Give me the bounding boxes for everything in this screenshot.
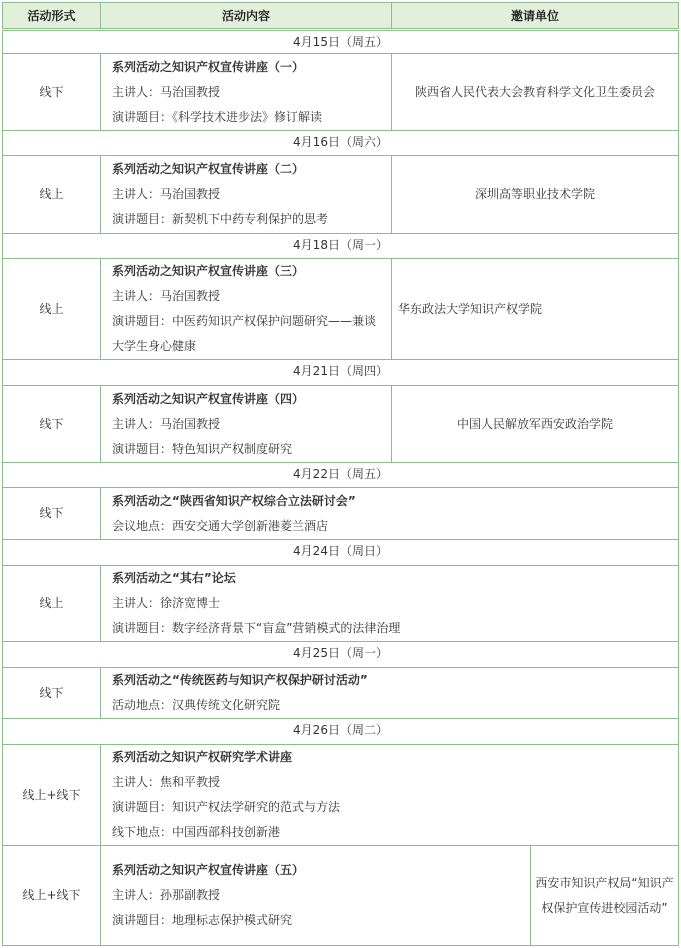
activity-speaker: 主讲人：孙那副教授 [112,888,221,902]
activity-topic: 演讲题目：中医药知识产权保护问题研究——兼谈大学生身心健康 [112,314,377,353]
activity-speaker: 主讲人：马治国教授 [112,289,221,303]
activity-content [100,53,392,131]
activity-speaker: 主讲人：马治国教授 [112,416,221,431]
activity-form: 线下 [2,487,101,540]
activity-content [100,565,679,642]
date-row: 4月15日（周五） [2,30,679,54]
date-row: 4月18日（周一） [2,233,679,259]
activity-org: 陕西省人民代表大会教育科学文化卫生委员会 [391,53,679,131]
activity-form: 线上 [2,155,101,234]
header-content: 活动内容 [100,2,392,29]
activity-title: 系列活动之知识产权宣传讲座（四） [112,391,305,406]
header-form: 活动形式 [2,2,101,29]
date-row: 4月24日（周日） [2,539,679,566]
activity-form: 线下 [2,53,101,131]
activity-speaker: 主讲人：马治国教授 [112,84,221,99]
activity-form: 线上 [2,565,101,642]
activity-form: 线下 [2,385,101,463]
activity-content [100,385,392,463]
activity-form: 线上+线下 [2,744,101,846]
activity-content [100,667,679,719]
date-row: 4月16日（周六） [2,130,679,156]
activity-content [100,258,392,360]
activity-content [100,744,679,846]
activity-title: 系列活动之“陕西省知识产权综合立法研讨会” [112,493,356,508]
activity-speaker: 主讲人：焦和平教授 [112,775,221,789]
activity-topic: 演讲题目：新契机下中药专利保护的思考 [112,212,329,226]
activity-title: 系列活动之知识产权宣传讲座（五） [112,863,305,877]
activity-org: 中国人民解放军西安政治学院 [391,385,679,463]
activity-topic: 演讲题目：《科学技术进步法》修订解读 [112,109,323,124]
activity-topic: 演讲题目：数字经济背景下“盲盒”营销模式的法律治理 [112,621,401,635]
activity-title: 系列活动之知识产权宣传讲座（一） [112,59,305,74]
activity-topic: 演讲题目：知识产权法学研究的范式与方法 [112,800,341,814]
activity-location: 线下地点：中国西部科技创新港 [112,825,281,839]
activity-form: 线下 [2,667,101,719]
activity-location: 会议地点：西安交通大学创新港菱兰酒店 [112,518,329,533]
activity-title: 系列活动之知识产权宣传讲座（二） [112,162,305,176]
date-row: 4月26日（周二） [2,718,679,745]
date-row: 4月22日（周五） [2,462,679,488]
activity-title: 系列活动之知识产权宣传讲座（三） [112,264,305,278]
activity-form: 线上 [2,258,101,360]
activity-content [100,487,679,540]
date-row: 4月21日（周四） [2,359,679,386]
activity-title: 系列活动之“传统医药与知识产权保护研讨活动” [112,673,368,687]
activity-content [100,155,392,234]
activity-content [100,845,531,946]
activity-speaker: 主讲人：徐济宽博士 [112,596,221,610]
activity-title: 系列活动之知识产权研究学术讲座 [112,750,293,764]
date-row: 4月25日（周一） [2,641,679,668]
activity-org: 深圳高等职业技术学院 [391,155,679,234]
activity-topic: 演讲题目：地理标志保护模式研究 [112,913,293,927]
activity-org: 西安市知识产权局“知识产权保护宣传进校园活动” [530,845,679,946]
activity-location: 活动地点：汉典传统文化研究院 [112,698,281,712]
activity-title: 系列活动之“其右”论坛 [112,571,236,585]
activity-org: 华东政法大学知识产权学院 [391,258,679,360]
activity-topic: 演讲题目：特色知识产权制度研究 [112,441,293,456]
header-org: 邀请单位 [391,2,679,29]
activity-form: 线上+线下 [2,845,101,946]
activity-speaker: 主讲人：马治国教授 [112,187,221,201]
